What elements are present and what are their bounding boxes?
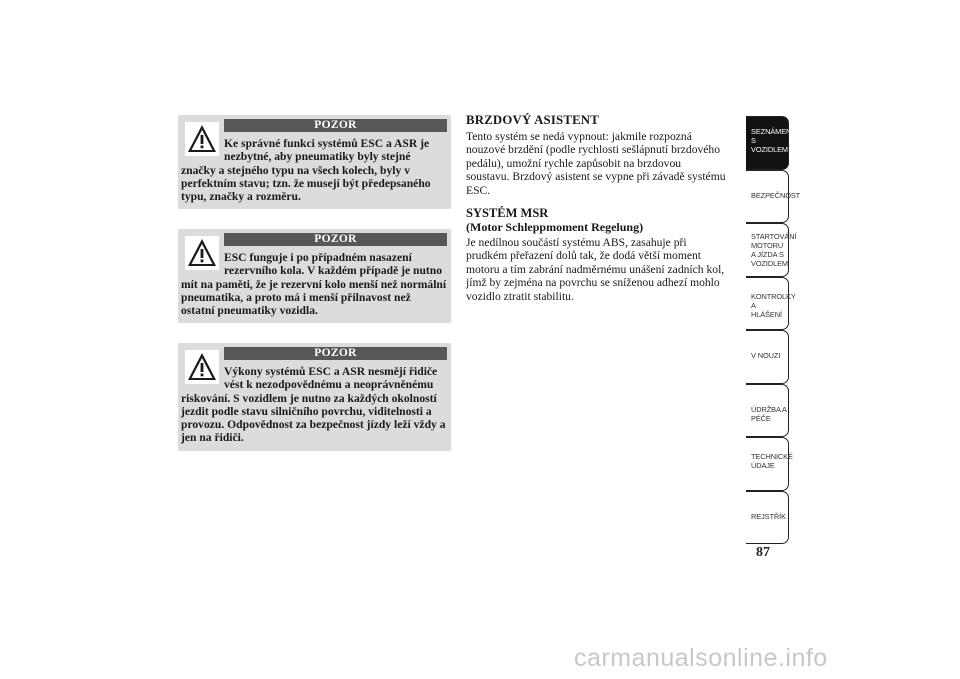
tab-rejstrik[interactable]: REJSTŘÍK <box>746 491 789 544</box>
tab-seznameni-s-vozidlem[interactable]: SEZNÁMENÍ S VOZIDLEM <box>746 116 789 170</box>
warning-box-1 <box>178 115 451 209</box>
warning-text-1: Ke správné funkci systémů ESC a ASR je nezbytné, aby pneumatiky byly stejné značky a stejného typu na všech kolech, byly v perfektním stavu; tzn. že musejí být předepsaného typu, značky a rozměru. <box>181 137 431 204</box>
brake-assist-text: Tento systém se nedá vypnout: jakmile rozpozná nouzové brzdění (podle rychlosti sešlápnutí brzdového pedálu), umožní rychle zapůsobit na brzdovou soustavu. Brzdový asistent se vypne při závadě systému ESC. <box>466 130 726 197</box>
tab-bezpecnost[interactable]: BEZPEČNOST <box>746 170 789 223</box>
warning-box-2 <box>178 229 451 323</box>
warning-heading-2: POZOR <box>224 233 447 246</box>
warning-box-3 <box>178 343 451 451</box>
content-column <box>466 113 726 303</box>
msr-subtitle: (Motor Schleppmoment Regelung) <box>466 219 644 234</box>
brake-assist-title: BRZDOVÝ ASISTENT <box>466 113 599 127</box>
tab-v-nouzi[interactable]: V NOUZI <box>746 330 789 384</box>
page-number: 87 <box>756 545 770 560</box>
tab-udrzba-a-pece[interactable]: ÚDRŽBA A PÉČE <box>746 384 789 437</box>
tab-startovani-motoru[interactable]: STARTOVÁNÍ MOTORU A JÍZDA S VOZIDLEM <box>746 223 789 277</box>
msr-title: SYSTÉM MSR <box>466 206 549 221</box>
msr-text: Je nedílnou součástí systému ABS, zasahuje při prudkém přeřazení dolů tak, že dodá větší moment motoru a tím zabrání nadměrnému unášení zadních kol, jímž by zejména na povrchu se sníženou adhezí mohlo vozidlo ztratit stabilitu. <box>466 236 725 303</box>
warning-text-3: Výkony systémů ESC a ASR nesmějí řidiče vést k nezodpovědnému a neoprávněnému riskování. S vozidlem je nutno za každých okolností jezdit podle stavu silničního povrchu, viditelnosti a provozu. Odpovědnost za bezpečnost jízdy leží vždy a jen na řidiči. <box>181 365 446 445</box>
warning-heading-3: POZOR <box>224 347 447 360</box>
tab-technicke-udaje[interactable]: TECHNICKÉ ÚDAJE <box>746 437 789 491</box>
warning-heading-1: POZOR <box>224 119 447 132</box>
tab-kontrolky-a-hlaseni[interactable]: KONTROLKY A HLÁŠENÍ <box>746 277 789 330</box>
watermark: carmanualsonline.info <box>574 644 828 672</box>
warning-text-2: ESC funguje i po případném nasazení rezervního kola. V každém případě je nutno mít na paměti, že je rezervní kolo menší než normální pneumatika, a proto má i menší přilnavost než ostatní pneumatiky vozidla. <box>181 251 447 318</box>
